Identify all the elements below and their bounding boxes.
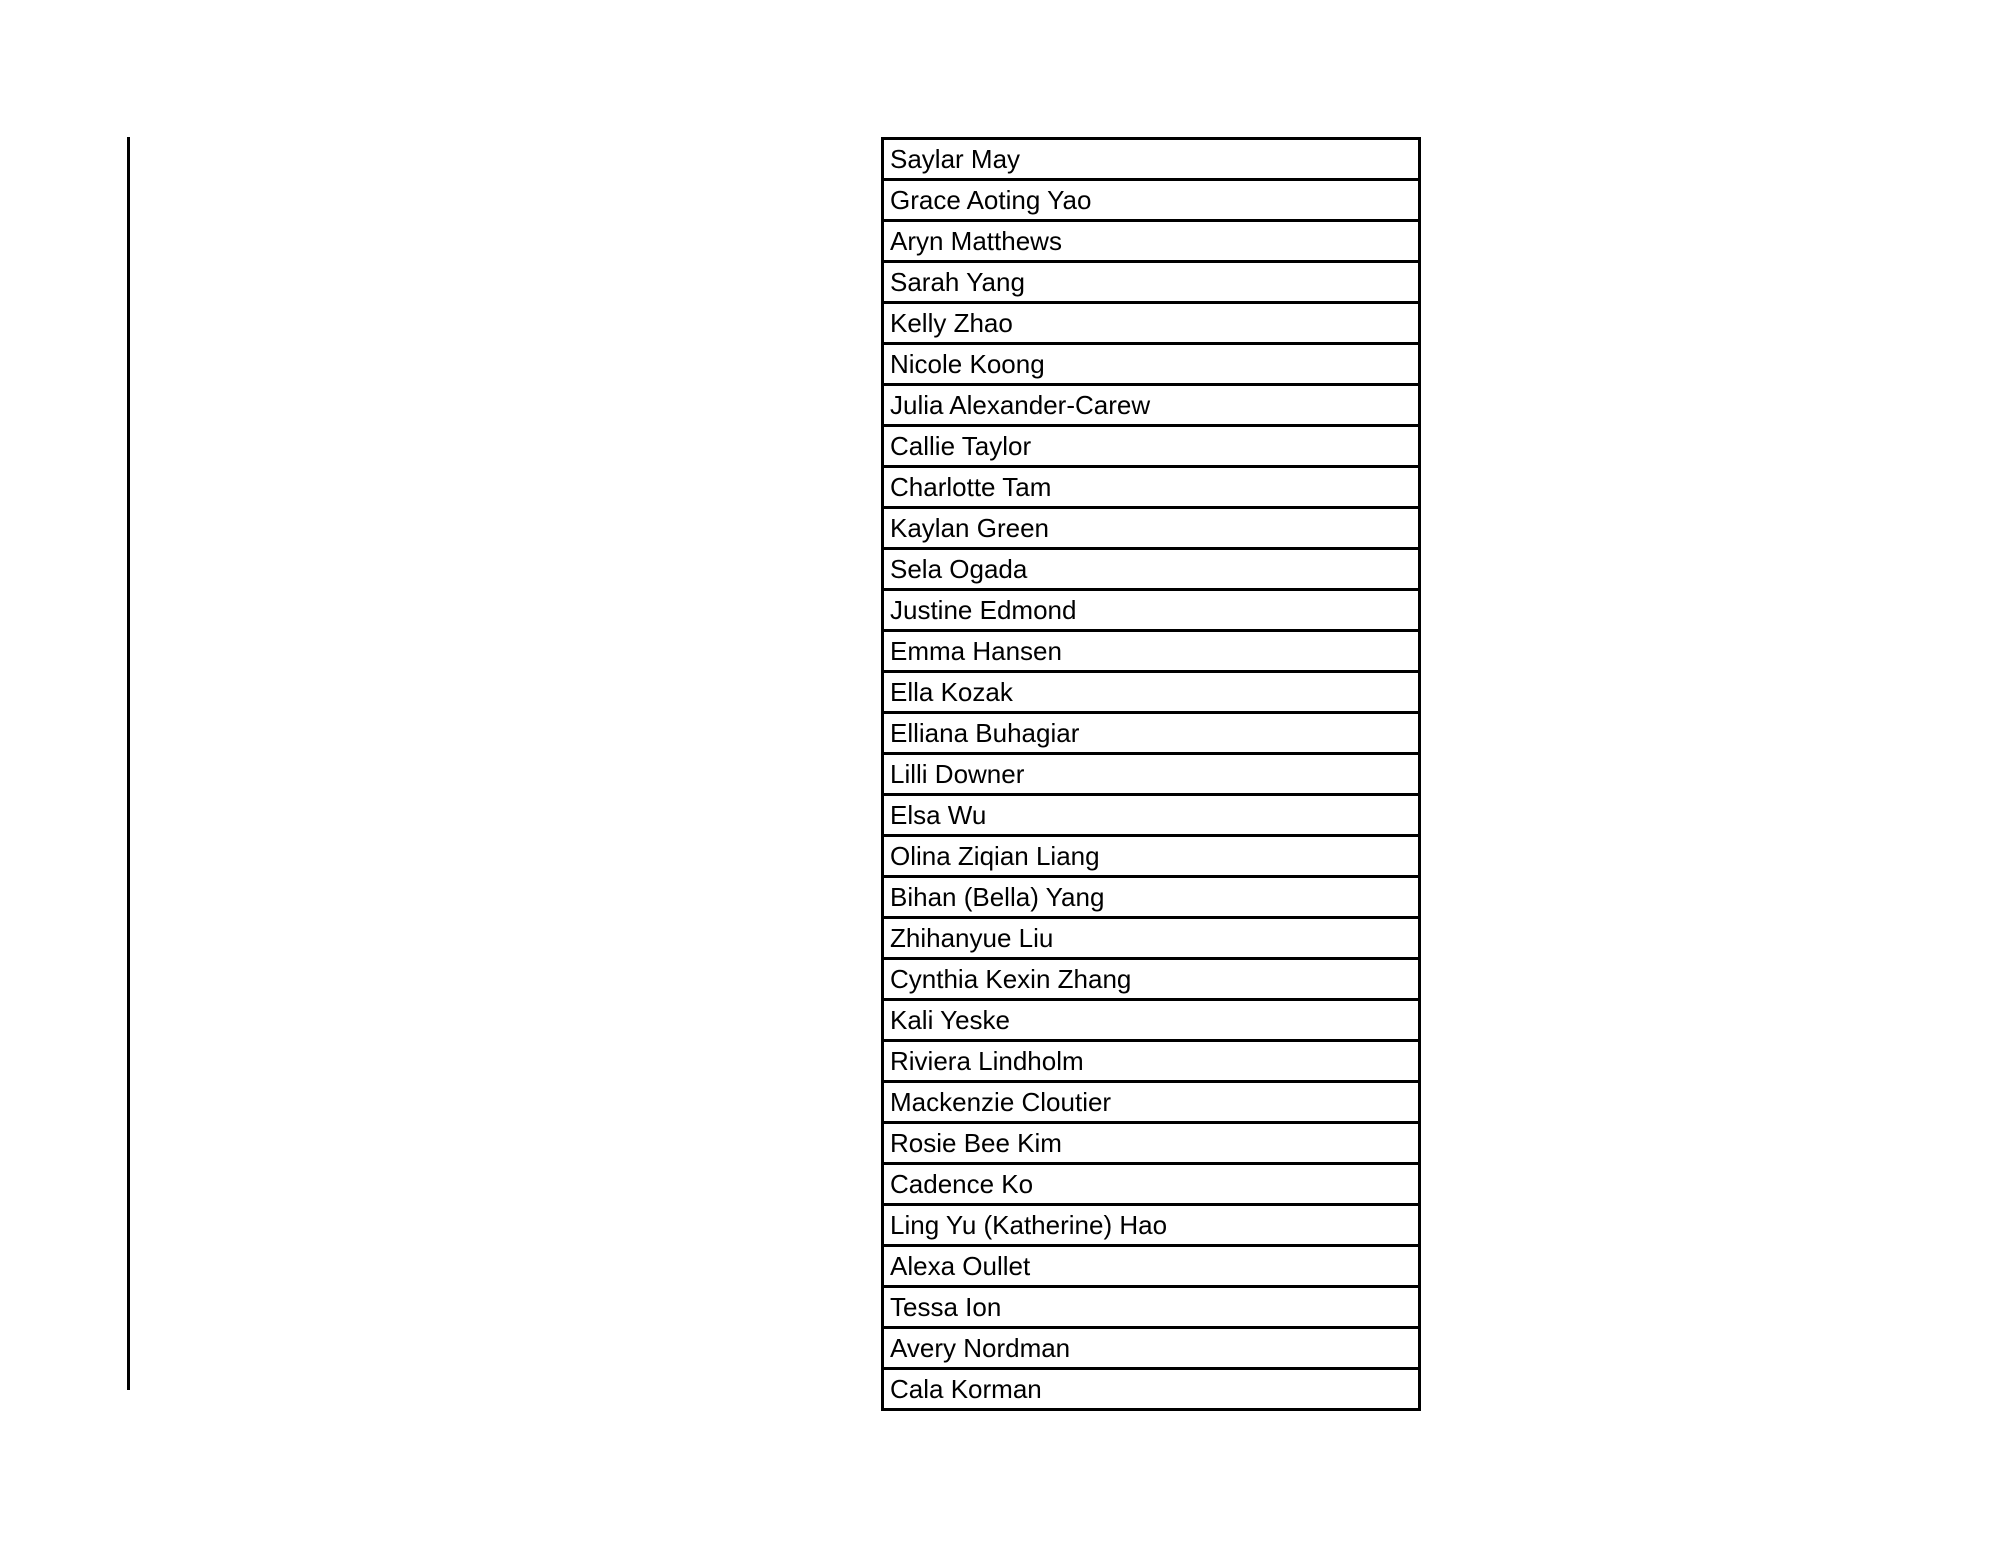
table-row <box>883 672 1420 713</box>
table-row <box>883 1041 1420 1082</box>
name-cell[interactable]: Cadence Ko <box>883 1164 1420 1205</box>
table-row <box>883 385 1420 426</box>
name-cell[interactable]: Mackenzie Cloutier <box>883 1082 1420 1123</box>
name-cell[interactable]: Rosie Bee Kim <box>883 1123 1420 1164</box>
name-cell[interactable]: Emma Hansen <box>883 631 1420 672</box>
name-cell[interactable]: Grace Aoting Yao <box>883 180 1420 221</box>
table-row <box>883 262 1420 303</box>
table-row <box>883 590 1420 631</box>
left-border-line <box>127 137 130 1390</box>
table-row <box>883 1164 1420 1205</box>
table-row <box>883 1000 1420 1041</box>
name-cell[interactable]: Sela Ogada <box>883 549 1420 590</box>
name-cell[interactable]: Kali Yeske <box>883 1000 1420 1041</box>
table-row <box>883 1246 1420 1287</box>
table-row <box>883 1328 1420 1369</box>
name-cell[interactable]: Kelly Zhao <box>883 303 1420 344</box>
name-cell[interactable]: Cynthia Kexin Zhang <box>883 959 1420 1000</box>
table-row <box>883 180 1420 221</box>
table-row <box>883 508 1420 549</box>
name-cell[interactable]: Cala Korman <box>883 1369 1420 1410</box>
table-row <box>883 344 1420 385</box>
name-cell[interactable]: Sarah Yang <box>883 262 1420 303</box>
name-cell[interactable]: Lilli Downer <box>883 754 1420 795</box>
name-cell[interactable]: Alexa Oullet <box>883 1246 1420 1287</box>
name-cell[interactable]: Julia Alexander-Carew <box>883 385 1420 426</box>
table-row <box>883 221 1420 262</box>
table-row <box>883 918 1420 959</box>
table-row <box>883 1123 1420 1164</box>
name-cell[interactable]: Elliana Buhagiar <box>883 713 1420 754</box>
name-cell[interactable]: Bihan (Bella) Yang <box>883 877 1420 918</box>
names-table-body <box>883 139 1420 1410</box>
table-row <box>883 426 1420 467</box>
table-row <box>883 1287 1420 1328</box>
name-cell[interactable]: Aryn Matthews <box>883 221 1420 262</box>
table-row <box>883 836 1420 877</box>
table-row <box>883 754 1420 795</box>
table-row <box>883 713 1420 754</box>
table-row <box>883 549 1420 590</box>
table-row <box>883 1369 1420 1410</box>
table-row <box>883 631 1420 672</box>
name-cell[interactable]: Riviera Lindholm <box>883 1041 1420 1082</box>
name-cell[interactable]: Olina Ziqian Liang <box>883 836 1420 877</box>
name-cell[interactable]: Callie Taylor <box>883 426 1420 467</box>
name-cell[interactable]: Nicole Koong <box>883 344 1420 385</box>
name-cell[interactable]: Tessa Ion <box>883 1287 1420 1328</box>
table-row <box>883 877 1420 918</box>
table-row <box>883 1205 1420 1246</box>
table-row <box>883 303 1420 344</box>
table-row <box>883 1082 1420 1123</box>
name-cell[interactable]: Saylar May <box>883 139 1420 180</box>
name-cell[interactable]: Justine Edmond <box>883 590 1420 631</box>
names-table <box>881 137 1421 1411</box>
name-cell[interactable]: Zhihanyue Liu <box>883 918 1420 959</box>
name-cell[interactable]: Ling Yu (Katherine) Hao <box>883 1205 1420 1246</box>
name-cell[interactable]: Charlotte Tam <box>883 467 1420 508</box>
name-cell[interactable]: Avery Nordman <box>883 1328 1420 1369</box>
name-cell[interactable]: Ella Kozak <box>883 672 1420 713</box>
name-cell[interactable]: Elsa Wu <box>883 795 1420 836</box>
table-row <box>883 467 1420 508</box>
table-row <box>883 959 1420 1000</box>
name-cell[interactable]: Kaylan Green <box>883 508 1420 549</box>
table-row <box>883 139 1420 180</box>
table-row <box>883 795 1420 836</box>
